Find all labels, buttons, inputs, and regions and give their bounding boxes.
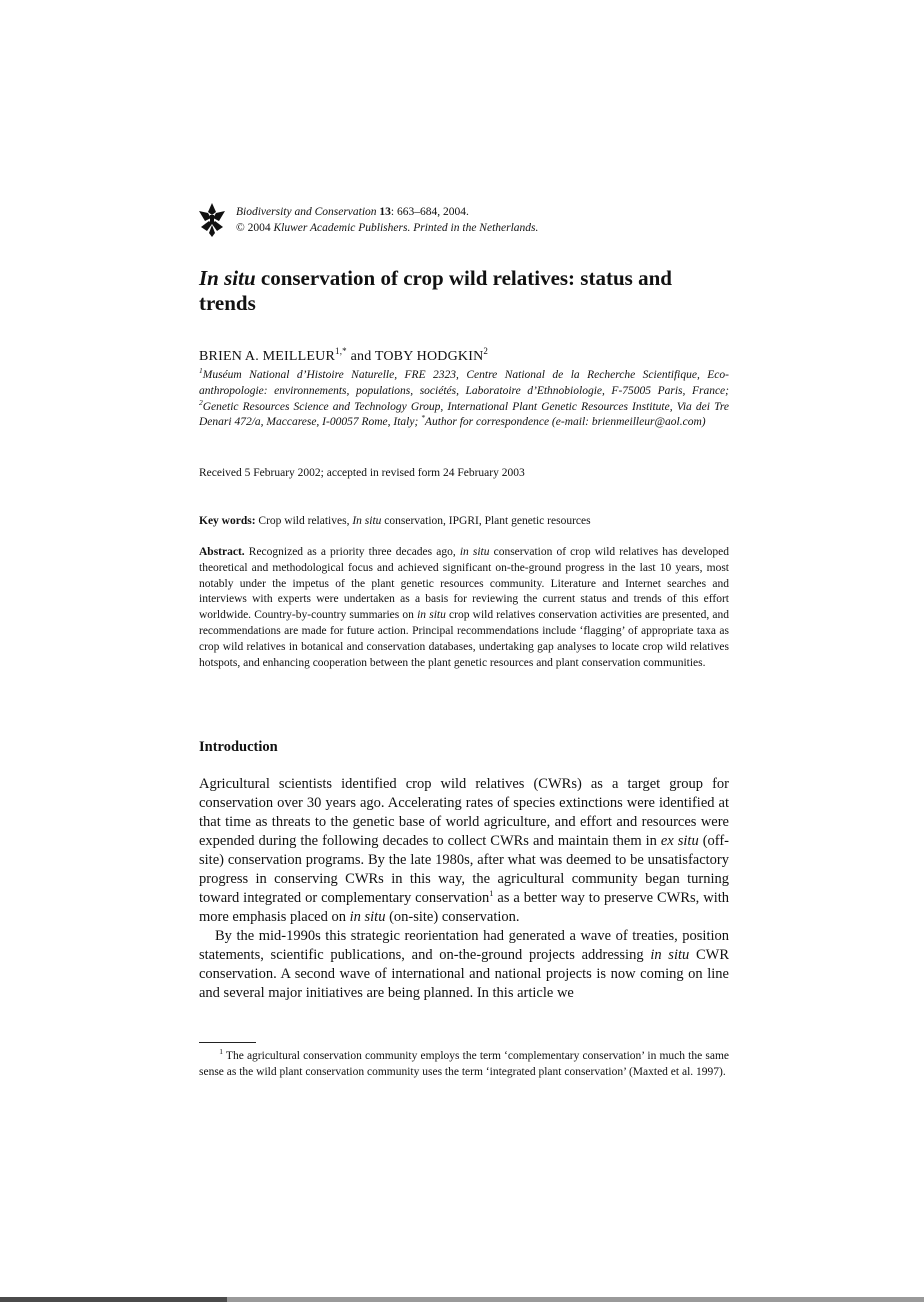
affiliation-text: Muséum National d’Histoire Naturelle, FRE 2323, Centre National de la Recherche Scientifique, Eco-anthropologie: environnements, populations, sociétés, Laboratoire d’Ethnobiologie, F-75005 Paris, France; [199, 369, 729, 397]
author-name: BRIEN A. MEILLEUR [199, 349, 336, 364]
abstract-text: Recognized as a priority three decades ago, [244, 546, 460, 558]
journal-name: Biodiversity and Conservation [236, 206, 377, 218]
correspondence-text: Author for correspondence (e-mail: brienmeilleur@aol.com) [424, 416, 706, 429]
abstract-text: conservation of crop wild relatives has developed theoretical and methodological focus and achieved significant on-the-ground progress in the last 10 years, most notably under the impetus of the plant genetic resources community. Literature and Internet searches and interviews with experts were undertaken as a basis for reviewing the current status and trends of this effort worldwide. Country-by-country summaries on [199, 546, 729, 622]
body-paragraph [199, 927, 729, 1003]
author-name: TOBY HODGKIN [374, 349, 484, 364]
keywords [199, 514, 729, 529]
body-text [199, 775, 729, 1003]
body-italic: in situ [650, 947, 690, 963]
author-affiliation-mark: 1,* [335, 346, 347, 356]
footnote [199, 1048, 729, 1080]
article-title [199, 266, 729, 316]
footnote-divider [199, 1042, 256, 1043]
body-text-run: By the mid-1990s this strategic reorientation had generated a wave of treaties, position statements, scientific publications, and on-the-ground projects addressing [199, 928, 729, 963]
abstract-label: Abstract. [199, 546, 245, 558]
journal-volume: 13 [379, 206, 391, 218]
journal-citation-line-2 [236, 221, 538, 237]
footnote-mark: 1 [219, 1047, 223, 1056]
affiliation-mark: 2 [199, 397, 203, 407]
copyright-symbol: © [236, 221, 245, 234]
body-text-run: Agricultural scientists identified crop wild relatives (CWRs) as a target group for conservation over 30 years ago. Accelerating rates of species extinctions were identified at that time as threats to the genetic base of world agriculture, and effort and resources were expended during the following decades to collect CWRs and maintain them in [199, 776, 729, 849]
publisher-line: Kluwer Academic Publishers. Printed in the Netherlands. [273, 221, 539, 234]
body-text-run: as a better way to preserve CWRs, with more emphasis placed on [199, 890, 729, 925]
affiliation-mark: 1 [199, 366, 203, 375]
footnote-reference[interactable]: 1 [489, 888, 494, 898]
keywords-text: conservation, IPGRI, Plant genetic resources [381, 515, 591, 527]
body-italic: in situ [349, 909, 386, 925]
body-text-run: (on-site) conservation. [385, 909, 520, 925]
body-paragraph [199, 775, 729, 927]
correspondence-mark: * [421, 413, 425, 423]
abstract-text: crop wild relatives conservation activities are presented, and recommendations are made for future action. Principal recommendations include ‘flagging’ of appropriate taxa as crop wild relatives in botanical and conservation databases, undertaking gap analyses to locate crop wild relatives hotspots, and enhancing cooperation between the plant genetic resources and plant conservation communities. [199, 609, 730, 669]
journal-header [199, 203, 729, 237]
body-italic: ex situ [660, 833, 699, 849]
author-connector: and [346, 349, 375, 364]
keywords-text: Crop wild relatives, [255, 515, 353, 527]
journal-pages-year: : 663–684, 2004. [390, 206, 469, 218]
body-text-run: (off-site) conservation programs. By the late 1980s, after what was deemed to be unsatisfactory progress in conserving CWRs in this way, the agricultural community began turning toward integrated or complementary conservation [199, 833, 730, 906]
abstract [199, 545, 729, 671]
section-heading-introduction: Introduction [199, 739, 278, 755]
footnote-mark-wrap [199, 1048, 223, 1064]
affiliations [199, 368, 729, 431]
affiliation-text: Genetic Resources Science and Technology Group, International Plant Genetic Resources Institute, Via dei Tre Denari 472/a, Maccarese, I-00057 Rome, Italy; [199, 400, 729, 429]
keywords-label: Key words: [199, 515, 256, 527]
abstract-italic: in situ [459, 546, 490, 558]
kluwer-logo-icon [199, 203, 225, 237]
journal-citation-line-1 [236, 205, 538, 221]
received-dates: Received 5 February 2002; accepted in revised form 24 February 2003 [199, 467, 525, 479]
copyright-year: 2004 [247, 221, 271, 234]
keywords-italic: In situ [352, 515, 382, 527]
footnote-text: The agricultural conservation community employs the term ‘complementary conservation’ in much the same sense as the wild plant conservation community uses the term ‘integrated plant conservation’ (Maxted et al. 1997). [199, 1050, 729, 1078]
viewer-scroll-thumb[interactable] [0, 1297, 227, 1302]
abstract-italic: in situ [417, 609, 446, 622]
article-title-rest: conservation of crop wild relatives: status and trends [199, 266, 672, 315]
author-affiliation-mark: 2 [483, 346, 489, 356]
body-text-run: CWR conservation. A second wave of international and national projects is now coming on line and several major initiatives are being planned. In this article we [199, 947, 730, 1001]
article-title-italic: In situ [199, 266, 256, 290]
author-list [199, 348, 729, 366]
journal-citation [236, 205, 538, 236]
